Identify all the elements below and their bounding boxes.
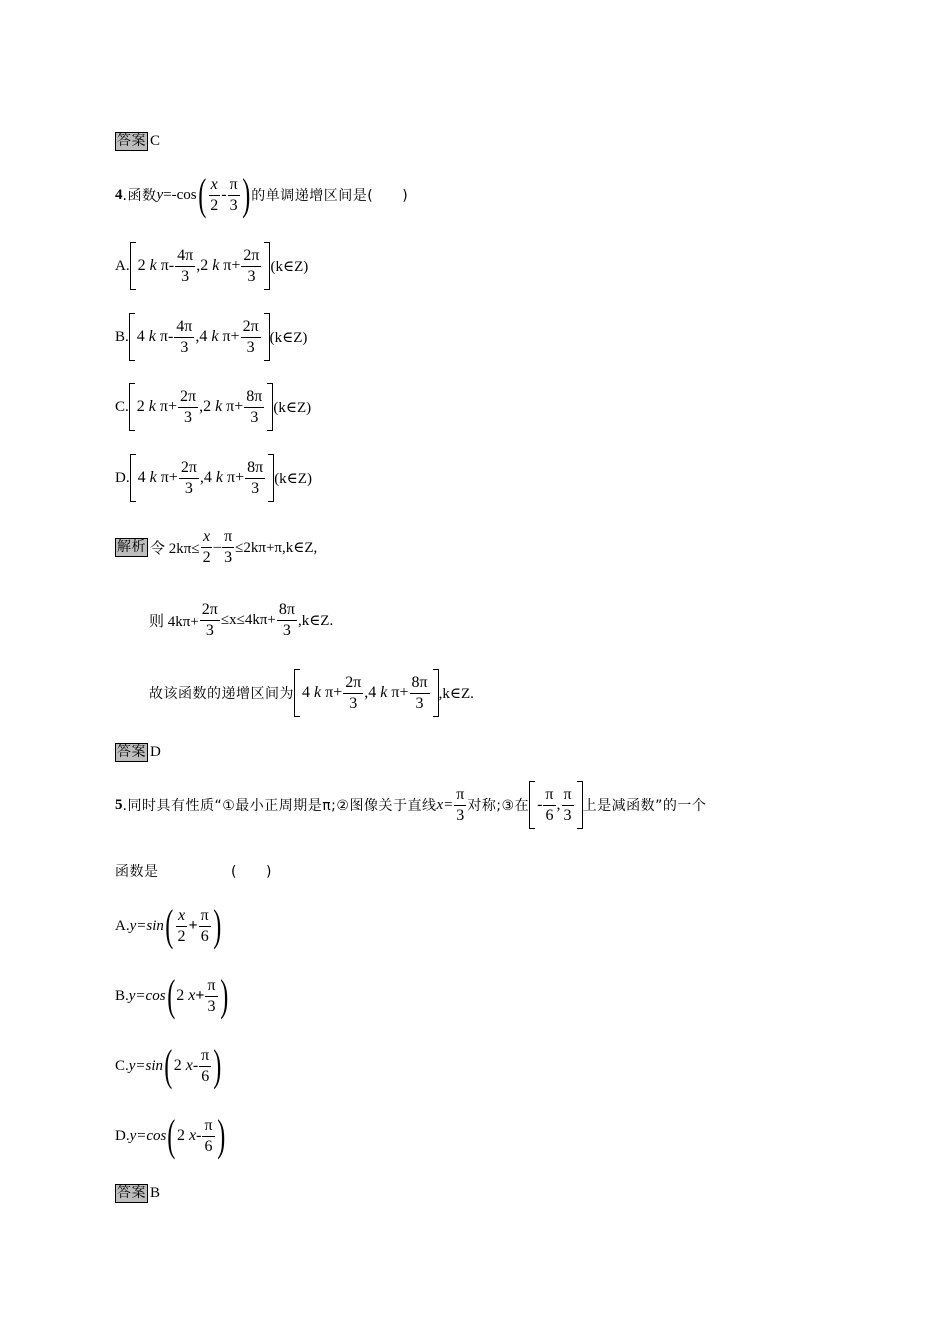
sign: + [230, 328, 240, 345]
answer-value: D [150, 743, 161, 760]
option-A[interactable]: A. 2 k π - $\frac{4\pi}{3}$ , 2 k π + $\frac{2\pi}{3}$ (k∈Z) [115, 241, 308, 291]
answer-tag: 答案 [117, 132, 146, 149]
option-tail: (k∈Z) [269, 329, 308, 346]
question-text-post: 的单调递增区间是( ) [251, 188, 409, 204]
option-fn: y=cos [128, 987, 166, 1004]
paren-left: ( [197, 170, 206, 219]
fraction-pi-over-3: $\frac{\pi}{3}$ [456, 785, 465, 824]
coefficient: 2 [200, 257, 209, 274]
fraction-pi-over-6: $\frac{\pi}{6}$ [204, 1116, 213, 1155]
fraction-x-over-2: $\frac{x}{2}$ [202, 527, 211, 566]
sign: + [235, 469, 245, 486]
option-fn: y=sin [129, 917, 164, 934]
option-label: B. [115, 328, 129, 345]
coefficient: 4 [203, 469, 212, 486]
fraction-pi-over-3: $\frac{\pi}{3}$ [563, 785, 572, 824]
var-y: y [156, 186, 164, 203]
answer-value: C [150, 132, 161, 149]
paren-left: ( [164, 1041, 173, 1090]
sign: - [168, 257, 175, 274]
fraction-pi-over-3: $\frac{\pi}{3}$ [207, 976, 216, 1015]
option-label: A. [115, 917, 130, 934]
answer-value: B [150, 1184, 161, 1201]
solution-text-2-mid: ≤x≤4kπ+ [220, 611, 276, 628]
fraction-pi-over-6: $\frac{\pi}{6}$ [545, 785, 554, 824]
option-tail: (k∈Z) [274, 470, 312, 487]
option-label: D. [115, 1127, 130, 1144]
x-equals: x= [436, 796, 454, 813]
option-B[interactable]: B. 4 k π - $\frac{4\pi}{3}$ , 4 k π + $\frac{2\pi}{3}$ (k∈Z) [115, 312, 307, 362]
solution-text-3-pre: 故该函数的递增区间为 [149, 686, 294, 702]
solution-text-1-pre: 令 2kπ≤ [150, 540, 200, 557]
coefficient: 4 [136, 328, 145, 345]
solution-line-3: 故该函数的递增区间为 4 k π + $\frac{2\pi}{3}$ , 4 k π + $\frac{8\pi}{3}$ ,k∈Z. [149, 668, 474, 718]
fraction-8pi-over-3: $\frac{8\pi}{3}$ [278, 600, 295, 639]
answer-row-5 [115, 1168, 160, 1218]
bracket-left [294, 669, 300, 717]
question-text-line2: 函数是 ( ) [115, 864, 272, 880]
fraction: $\frac{8\pi}{3}$ [247, 458, 264, 497]
paren-left: ( [166, 971, 175, 1020]
paren-right: ) [219, 971, 228, 1020]
paren-right: ) [241, 170, 250, 219]
fraction: $\frac{8\pi}{3}$ [246, 387, 263, 426]
fraction-2pi-over-3: $\frac{2\pi}{3}$ [201, 600, 218, 639]
option-B[interactable]: B. y=cos ( 2 x + $\frac{\pi}{3}$ ) [115, 971, 228, 1020]
question-text-mid: 对称;③在 [467, 798, 530, 814]
coefficient: 2 [136, 398, 145, 415]
question-text-pre: .函数 [122, 188, 157, 204]
solution-text-2-post: ,k∈Z. [297, 612, 334, 629]
fraction-2pi-over-3: $\frac{2\pi}{3}$ [345, 673, 362, 712]
solution-line-1 [115, 522, 317, 572]
question-5-line-2 [115, 846, 272, 896]
fraction-pi-over-6: $\frac{\pi}{6}$ [201, 1046, 210, 1085]
fraction: $\frac{2\pi}{3}$ [180, 458, 197, 497]
answer-row-4 [115, 727, 161, 777]
fraction: $\frac{2\pi}{3}$ [243, 246, 260, 285]
sign: + [168, 469, 178, 486]
solution-text-3-post: ,k∈Z. [438, 685, 474, 702]
paren-left: ( [167, 1111, 176, 1160]
answer-tag: 答案 [117, 743, 146, 760]
sign: + [167, 398, 177, 415]
paren-right: ) [213, 1041, 222, 1090]
question-text-pre: .同时具有性质“①最小正周期是π;②图像关于直线 [122, 798, 437, 814]
coefficient: 4 [137, 469, 146, 486]
fraction-pi-over-3: $\frac{\pi}{3}$ [224, 527, 233, 566]
fraction-x-over-2: $\frac{x}{2}$ [177, 906, 186, 945]
eq-cos: =-cos [163, 186, 197, 203]
option-tail: (k∈Z) [273, 399, 312, 416]
option-fn: y=cos [129, 1127, 167, 1144]
minus-sign: - [221, 186, 227, 203]
sign: - [167, 328, 174, 345]
bracket-left [529, 781, 535, 829]
comma: , [556, 796, 561, 813]
fraction-pi-over-6: $\frac{\pi}{6}$ [200, 906, 209, 945]
option-A[interactable]: A. y=sin ( $\frac{x}{2}$ + $\frac{\pi}{6}$ ) [115, 901, 222, 950]
solution-text-2-pre: 则 4kπ+ [149, 613, 199, 630]
fraction: $\frac{2\pi}{3}$ [242, 317, 259, 356]
fraction-8pi-over-3: $\frac{8\pi}{3}$ [411, 673, 428, 712]
coefficient: 2 [203, 398, 212, 415]
question-5-stem [115, 780, 706, 830]
answer-row-3 [115, 116, 160, 166]
fraction: $\frac{4\pi}{3}$ [177, 246, 194, 285]
question-text-post: 上是减函数”的一个 [582, 798, 707, 814]
solution-text-1-mid: – [213, 538, 222, 555]
option-D[interactable]: D. 4 k π + $\frac{2\pi}{3}$ , 4 k π + $\frac{8\pi}{3}$ (k∈Z) [115, 453, 312, 503]
solution-line-2 [149, 595, 333, 645]
option-C[interactable]: C. 2 k π + $\frac{2\pi}{3}$ , 2 k π + $\frac{8\pi}{3}$ (k∈Z) [115, 382, 311, 432]
option-C[interactable]: C. y=sin ( 2 x - $\frac{\pi}{6}$ ) [115, 1041, 222, 1090]
option-label: C. [115, 1057, 129, 1074]
question-4-stem [115, 170, 408, 220]
paren-right: ) [216, 1111, 225, 1160]
option-label: C. [115, 398, 129, 415]
option-label: A. [115, 257, 130, 274]
fraction-pi-over-3: $\frac{\pi}{3}$ [229, 175, 238, 214]
bracket-left [129, 383, 135, 431]
paren-right: ) [213, 901, 222, 950]
bracket-left [130, 454, 136, 502]
sign: + [234, 398, 244, 415]
coefficient: 2 [137, 257, 146, 274]
minus-sign: - [537, 796, 543, 813]
option-label: B. [115, 987, 129, 1004]
option-label: D. [115, 469, 130, 486]
paren-left: ( [165, 901, 174, 950]
option-tail: (k∈Z) [270, 258, 309, 275]
bracket-left [130, 242, 136, 290]
coefficient: 4 [199, 328, 208, 345]
fraction-x-over-2: $\frac{x}{2}$ [210, 175, 219, 214]
fraction: $\frac{2\pi}{3}$ [179, 387, 197, 426]
sign: + [231, 257, 241, 274]
option-fn: y=sin [128, 1057, 164, 1074]
fraction: $\frac{4\pi}{3}$ [176, 317, 193, 356]
bracket-left [129, 313, 135, 361]
analysis-tag: 解析 [117, 538, 146, 555]
question-number: 4 [115, 186, 123, 203]
solution-text-1-post: ≤2kπ+π,k∈Z, [235, 539, 318, 556]
question-number: 5 [115, 796, 123, 813]
option-D[interactable]: D. y=cos ( 2 x - $\frac{\pi}{6}$ ) [115, 1111, 225, 1160]
answer-tag: 答案 [117, 1184, 146, 1201]
